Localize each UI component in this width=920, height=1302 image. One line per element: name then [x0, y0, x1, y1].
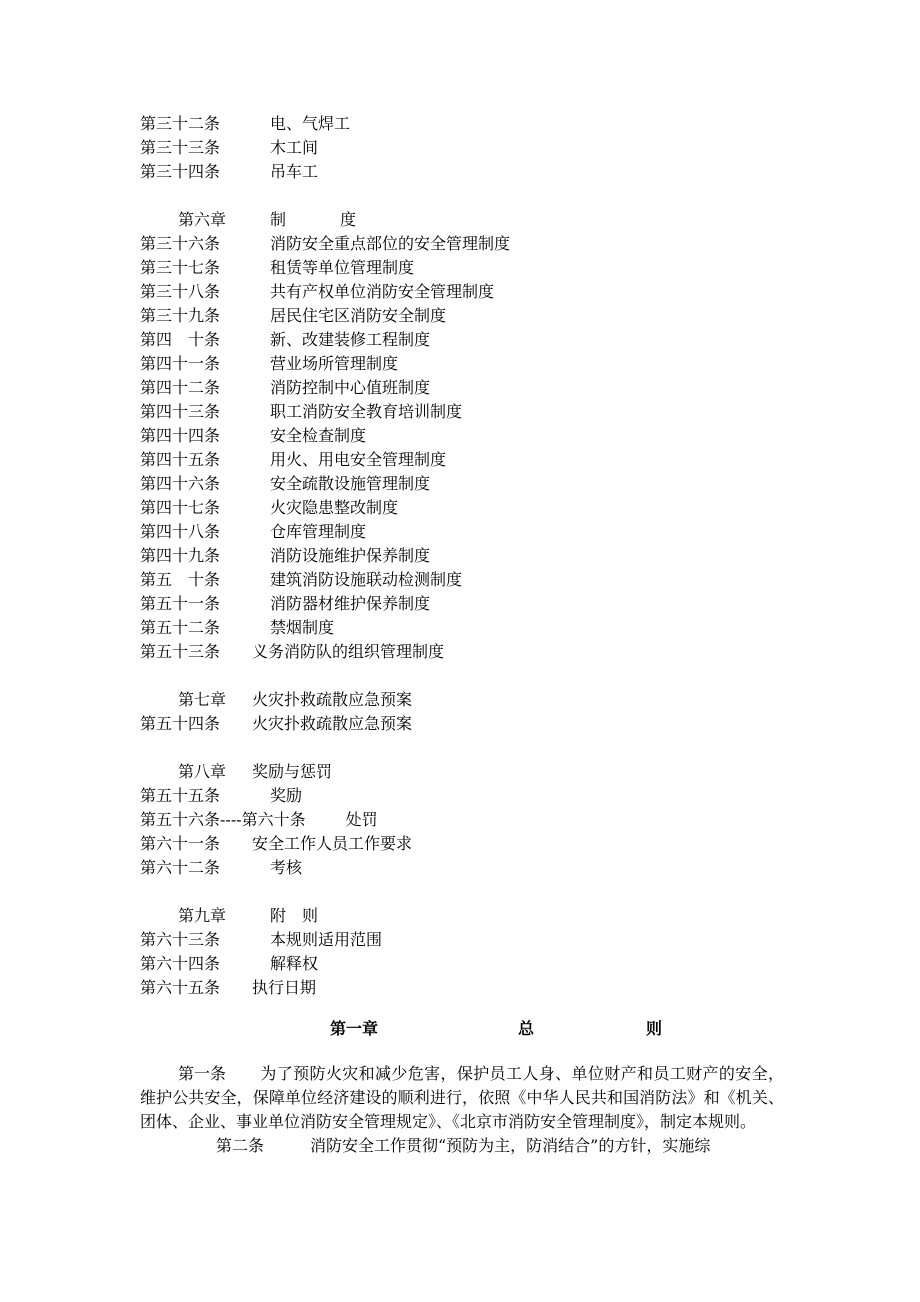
article-text: 消防安全工作贯彻“预防为主，防消结合”的方针，实施综	[310, 1136, 711, 1155]
toc-article-title: 建筑消防设施联动检测制度	[270, 570, 463, 589]
toc-entry	[140, 520, 800, 544]
toc-article-title: 义务消防队的组织管理制度	[252, 642, 445, 661]
toc-entry	[140, 376, 800, 400]
toc-article-title: 消防器材维护保养制度	[270, 594, 431, 613]
toc-chapter-title: 奖励与惩罚	[252, 762, 333, 781]
toc-entry	[140, 400, 800, 424]
toc-article-title: 职工消防安全教育培训制度	[270, 402, 463, 421]
toc-entry-range	[140, 808, 800, 832]
toc-article-title: 执行日期	[252, 978, 317, 997]
chapter-heading-number: 第一章	[330, 1019, 379, 1038]
toc-article-title: 电、气焊工	[270, 114, 351, 133]
toc-article-title: 火灾扑救疏散应急预案	[252, 714, 413, 733]
toc-entry	[140, 136, 800, 160]
toc-article-range: 第五十六条----第六十条	[140, 810, 306, 829]
toc-article-number: 第四十九条	[140, 546, 221, 565]
toc-article-title: 安全工作人员工作要求	[252, 834, 413, 853]
toc-article-title: 用火、用电安全管理制度	[270, 450, 447, 469]
toc-article-title: 安全疏散设施管理制度	[270, 474, 431, 493]
toc-article-number: 第五十四条	[140, 714, 221, 733]
toc-article-title: 共有产权单位消防安全管理制度	[270, 282, 495, 301]
toc-entry	[140, 712, 800, 736]
toc-article-title: 解释权	[270, 954, 319, 973]
toc-article-title: 安全检查制度	[270, 426, 367, 445]
toc-article-title: 处罚	[345, 810, 378, 829]
toc-chapter-number: 第六章	[178, 210, 227, 229]
article-label: 第二条	[216, 1136, 265, 1155]
toc-article-number: 第四十五条	[140, 450, 221, 469]
toc-article-title: 奖励	[270, 786, 303, 805]
toc-entry	[140, 496, 800, 520]
toc-article-number: 第三十九条	[140, 306, 221, 325]
toc-entry	[140, 448, 800, 472]
toc-article-number: 第四十一条	[140, 354, 221, 373]
toc-article-number: 第五十二条	[140, 618, 221, 637]
toc-article-number: 第三十三条	[140, 138, 221, 157]
toc-entry	[140, 256, 800, 280]
chapter-heading-title-part: 则	[646, 1019, 663, 1038]
toc-chapter-8	[140, 760, 800, 784]
toc-chapter-title: 火灾扑救疏散应急预案	[252, 690, 413, 709]
article-label: 第一条	[178, 1064, 227, 1083]
toc-article-number: 第三十四条	[140, 162, 221, 181]
toc-article-title: 考核	[270, 858, 303, 877]
toc-entry	[140, 832, 800, 856]
toc-article-title: 居民住宅区消防安全制度	[270, 306, 447, 325]
article-2	[140, 1134, 784, 1158]
toc-article-number: 第五十五条	[140, 786, 221, 805]
toc-article-title: 木工间	[270, 138, 319, 157]
toc-entry	[140, 640, 800, 664]
toc-entry	[140, 424, 800, 448]
toc-chapter-title-part: 度	[340, 210, 357, 229]
toc-article-title: 仓库管理制度	[270, 522, 367, 541]
chapter-1-heading	[330, 1017, 670, 1041]
toc-article-number: 第四十四条	[140, 426, 221, 445]
toc-article-title: 消防控制中心值班制度	[270, 378, 431, 397]
toc-chapter-number: 第八章	[178, 762, 227, 781]
toc-entry	[140, 160, 800, 184]
toc-article-title: 本规则适用范围	[270, 930, 383, 949]
toc-article-title: 新、改建装修工程制度	[270, 330, 431, 349]
toc-article-title: 禁烟制度	[270, 618, 335, 637]
toc-chapter-number: 第七章	[178, 690, 227, 709]
toc-article-title: 火灾隐患整改制度	[270, 498, 399, 517]
toc-chapter-number: 第九章	[178, 906, 227, 925]
toc-article-number: 第四十二条	[140, 378, 221, 397]
toc-article-number: 第六十四条	[140, 954, 221, 973]
toc-article-title: 营业场所管理制度	[270, 354, 399, 373]
toc-entry	[140, 328, 800, 352]
chapter-heading-title-part: 总	[518, 1019, 535, 1038]
toc-entry	[140, 856, 800, 880]
toc-entry	[140, 232, 800, 256]
toc-article-number: 第三十八条	[140, 282, 221, 301]
toc-article-number: 第五 十条	[140, 570, 221, 589]
toc-article-number: 第四 十条	[140, 330, 221, 349]
toc-article-title: 租赁等单位管理制度	[270, 258, 415, 277]
table-of-contents	[140, 112, 800, 1000]
toc-entry	[140, 784, 800, 808]
toc-article-number: 第三十二条	[140, 114, 221, 133]
toc-entry	[140, 472, 800, 496]
article-text: 为了预防火灾和减少危害，保护员工人身、单位财产和员工财产的安全，维护公共安全，保障单位经济建设的顺利进行，依照《中华人民共和国消防法》和《机关、团体、企业、事业单位消防安全管理规定》、《北京市消防安全管理制度》，制定本规则。	[140, 1064, 784, 1131]
toc-article-number: 第六十二条	[140, 858, 221, 877]
toc-article-number: 第六十一条	[140, 834, 221, 853]
toc-article-number: 第四十三条	[140, 402, 221, 421]
toc-entry	[140, 352, 800, 376]
toc-entry	[140, 592, 800, 616]
toc-article-number: 第三十六条	[140, 234, 221, 253]
toc-chapter-title-part: 制	[270, 210, 287, 229]
toc-chapter-9	[140, 904, 800, 928]
toc-article-number: 第五十三条	[140, 642, 221, 661]
toc-entry	[140, 544, 800, 568]
toc-entry	[140, 568, 800, 592]
toc-entry	[140, 280, 800, 304]
toc-article-number: 第四十六条	[140, 474, 221, 493]
toc-chapter-6	[140, 208, 800, 232]
toc-entry	[140, 928, 800, 952]
toc-article-number: 第三十七条	[140, 258, 221, 277]
toc-entry	[140, 976, 800, 1000]
toc-article-number: 第四十八条	[140, 522, 221, 541]
toc-article-number: 第六十三条	[140, 930, 221, 949]
toc-chapter-7	[140, 688, 800, 712]
toc-article-number: 第六十五条	[140, 978, 221, 997]
toc-entry	[140, 952, 800, 976]
toc-article-number: 第四十七条	[140, 498, 221, 517]
toc-entry	[140, 616, 800, 640]
toc-chapter-title: 附 则	[270, 906, 319, 925]
article-1	[140, 1062, 784, 1134]
toc-article-title: 消防设施维护保养制度	[270, 546, 431, 565]
toc-article-title: 消防安全重点部位的安全管理制度	[270, 234, 511, 253]
toc-article-number: 第五十一条	[140, 594, 221, 613]
toc-entry	[140, 112, 800, 136]
chapter-1-body	[140, 1062, 784, 1158]
toc-entry	[140, 304, 800, 328]
toc-article-title: 吊车工	[270, 162, 319, 181]
